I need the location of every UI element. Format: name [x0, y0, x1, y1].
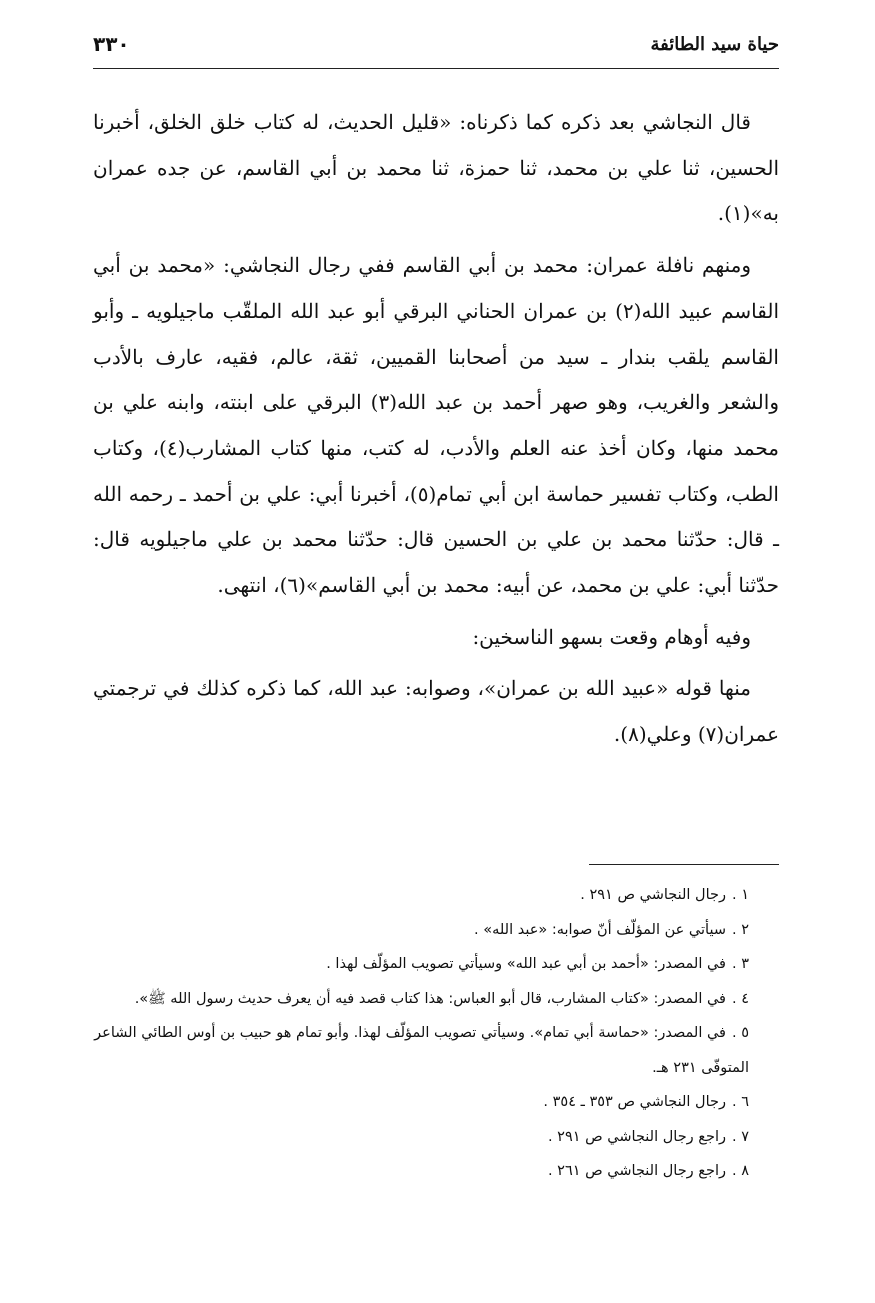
footnote: [93, 878, 779, 913]
paragraph: قال النجاشي بعد ذكره كما ذكرناه: «قليل الحديث، له كتاب خلق الخلق، أخبرنا الحسين، ثنا علي بن محمد، ثنا حمزة، ثنا محمد بن أبي القاسم، عن جده عمران به»(١).: [93, 110, 779, 226]
footnote-text: في المصدر: «كتاب المشارب، قال أبو العباس: هذا كتاب قصد فيه أن يعرف حديث رسول الله ﷺ».: [134, 990, 726, 1007]
paragraph: ومنهم نافلة عمران: محمد بن أبي القاسم ففي رجال النجاشي: «محمد بن أبي القاسم عبيد الله(٢) بن عمران الحناني البرقي أبو عبد الله الملقّب ماجيلويه ـ وأبو القاسم يلقب بندار ـ سيد من أصحابنا القميين، ثقة، عالم، فقيه، عارف بالأدب والشعر والغريب، وهو صهر أحمد بن عبد الله(٣) البرقي على ابنته، وابنه علي بن محمد منها، وكان أخذ عنه العلم والأدب، له كتب، منها كتاب المشارب(٤)، وكتاب الطب، وكتاب تفسير حماسة ابن أبي تمام(٥)، أخبرنا أبي: علي بن أحمد ـ رحمه الله ـ قال: حدّثنا محمد بن علي بن الحسين قال: حدّثنا محمد بن علي ماجيلويه قال: حدّثنا أبي: علي بن محمد، عن أبيه: محمد بن أبي القاسم»(٦)، انتهى.: [93, 253, 779, 598]
footnote-number: ٨ .: [731, 1163, 749, 1179]
footnote-text: في المصدر: «حماسة أبي تمام». وسيأتي تصويب المؤلّف لهذا. وأبو تمام هو حبيب بن أوس الطائي الشاعر المتوفّى ٢٣١ هـ.: [94, 1025, 749, 1076]
footnote-number: ١ .: [731, 887, 749, 903]
page-number: ٣٣٠: [93, 32, 130, 56]
footnote-number: ٦ .: [731, 1094, 749, 1110]
footnote-number: ٤ .: [731, 990, 749, 1007]
footnote-number: ٥ .: [731, 1025, 749, 1041]
footnote: [93, 1154, 779, 1189]
footnote: [93, 1085, 779, 1120]
footnote: [93, 1120, 779, 1155]
main-text: [93, 100, 779, 764]
footnote: [93, 982, 779, 1017]
footnote-text: في المصدر: «أحمد بن أبي عبد الله» وسيأتي تصويب المؤلّف لهذا .: [326, 956, 726, 972]
paragraph: وفيه أوهام وقعت بسهو الناسخين:: [472, 624, 751, 649]
footnote-separator: [589, 864, 779, 865]
running-title: حياة سيد الطائفة: [650, 34, 779, 55]
footnote-text: رجال النجاشي ص ٣٥٣ ـ ٣٥٤ .: [543, 1094, 726, 1110]
footnote-text: رجال النجاشي ص ٢٩١ .: [580, 887, 726, 903]
page-header: [93, 30, 779, 69]
footnote-number: ٣ .: [731, 956, 749, 972]
paragraph: منها قوله «عبيد الله بن عمران»، وصوابه: عبد الله، كما ذكره كذلك في ترجمتي عمران(٧) وعلي(٨).: [93, 676, 779, 747]
footnote-text: راجع رجال النجاشي ص ٢٦١ .: [547, 1163, 726, 1179]
footnote-text: راجع رجال النجاشي ص ٢٩١ .: [547, 1128, 726, 1145]
footnote-text: سيأتي عن المؤلّف أنّ صوابه: «عبد الله» .: [474, 921, 726, 938]
footnote: [93, 1016, 779, 1085]
footnote-number: ٧ .: [731, 1128, 749, 1145]
footnote-number: ٢ .: [731, 921, 749, 938]
footnote: [93, 947, 779, 982]
footnote: [93, 913, 779, 948]
footnotes: [93, 878, 779, 1189]
